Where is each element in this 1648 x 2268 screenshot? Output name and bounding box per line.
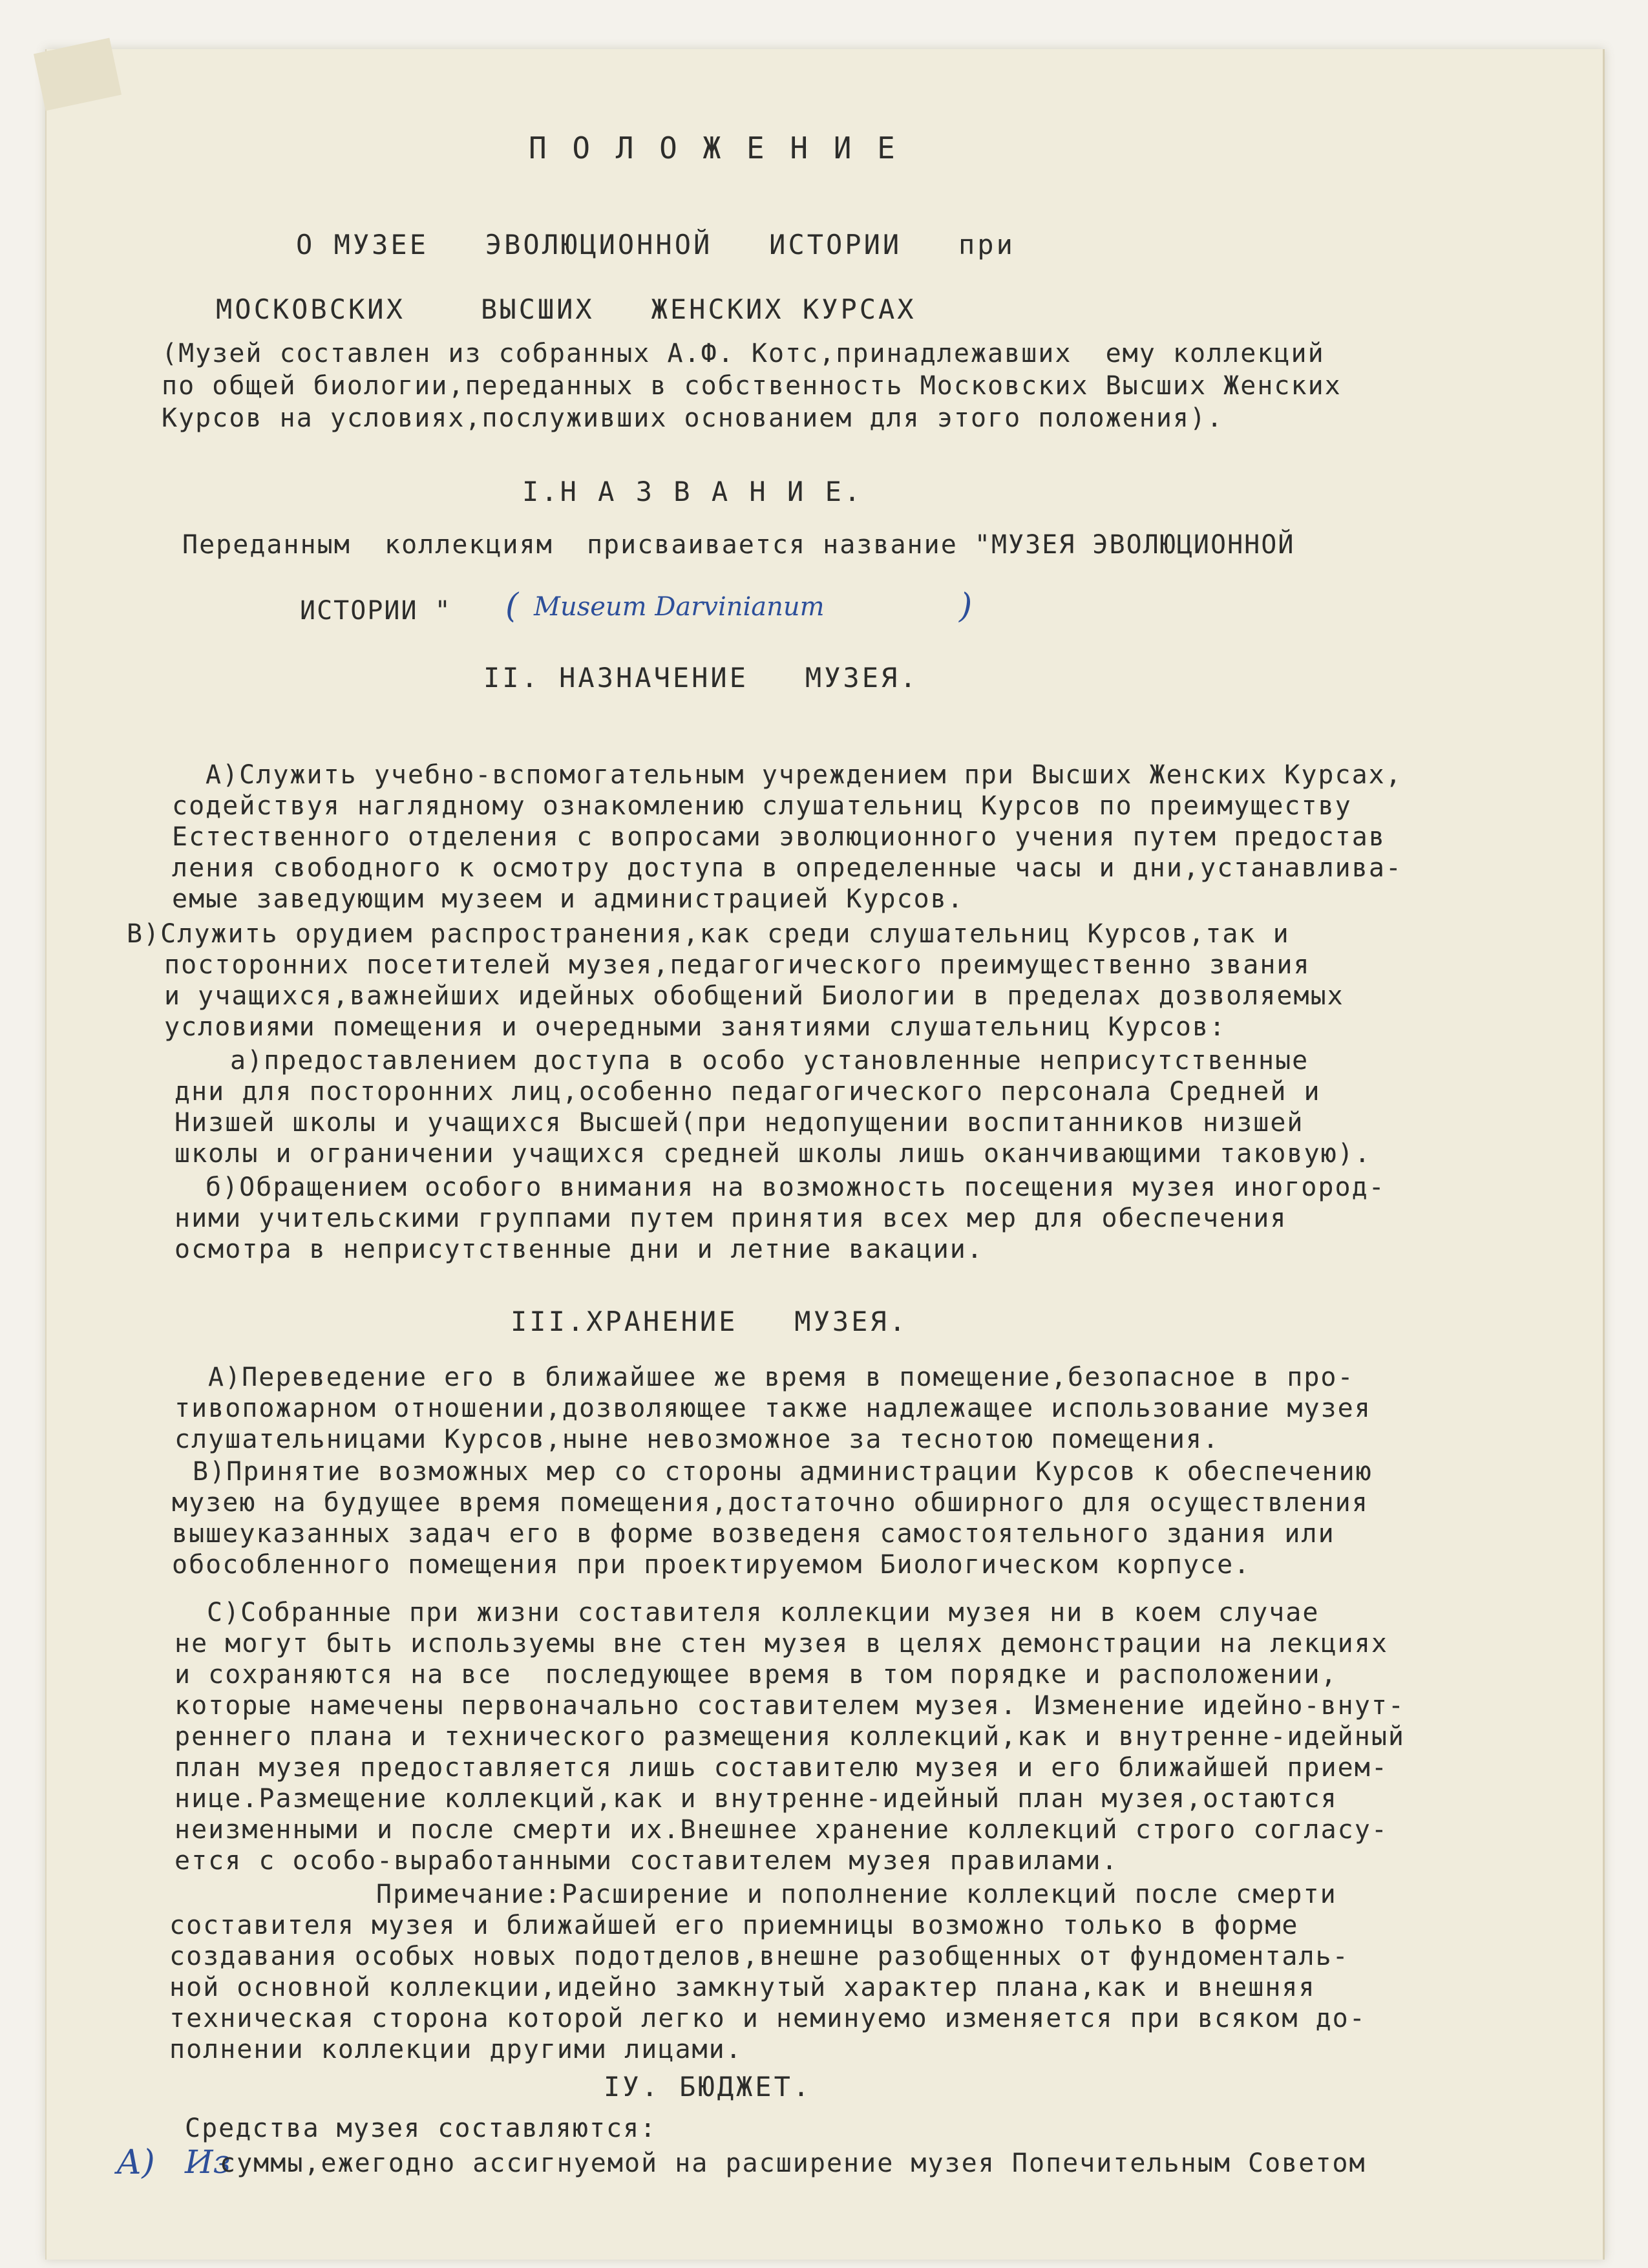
section-3-line: которые намечены первоначально составителем музея. Изменение идейно-внут- [174, 1691, 1405, 1721]
section-2-line: условиями помещения и очередными занятиями слушательниц Курсов: [164, 1012, 1227, 1042]
section-3-line: Примечание:Расширение и пополнение коллекций после смерти [376, 1880, 1337, 1909]
section-3-line: составителя музея и ближайшей его приемницы возможно только в форме [169, 1911, 1299, 1940]
section-3-line: слушательницами Курсов,ныне невозможное за теснотою помещения. [174, 1425, 1220, 1454]
section-2-line: и учащихся,важнейших идейных обобщений Биологии в пределах дозволяемых [164, 981, 1344, 1011]
section-3-line: А)Переведение его в ближайшее же время в помещение,безопасное в про- [208, 1362, 1355, 1392]
section-3-heading: III.ХРАНЕНИЕ МУЗЕЯ. [511, 1306, 909, 1337]
section-3-line: С)Собранные при жизни составителя коллекции музея ни в коем случае [207, 1598, 1320, 1627]
section-3-line: не могут быть используемы вне стен музея в целях демонстрации на лекциях [174, 1629, 1388, 1659]
section-2-line: посторонних посетителей музея,педагогического преимущественно звания [164, 950, 1311, 980]
section-3-line: создавания особых новых подотделов,внешне разобщенных от фундоменталь- [169, 1942, 1349, 1971]
document-subtitle-2: МОСКОВСКИХ ВЫСШИХ ЖЕНСКИХ КУРСАХ [216, 293, 916, 325]
section-2-line: содействуя наглядному ознакомлению слушательниц Курсов по преимуществу [172, 791, 1352, 821]
section-2-line: ними учительскими группами путем принятия всех мер для обеспечения [174, 1203, 1287, 1233]
section-3-line: тивопожарном отношении,дозволяющее также надлежащее использование музея [174, 1394, 1371, 1423]
section-3-line: реннего плана и технического размещения коллекций,как и внутренне-идейный [174, 1722, 1405, 1752]
handwritten-museum-name: Museum Darvinianum [534, 592, 825, 622]
section-2-line: В)Служить орудием распространения,как среди слушательниц Курсов,так и [127, 919, 1290, 949]
section-1-line: ИСТОРИИ " [300, 596, 452, 626]
section-2-heading: II. НАЗНАЧЕНИЕ МУЗЕЯ. [483, 662, 919, 694]
document-title: П О Л О Ж Е Н И Е [529, 131, 899, 165]
section-2-line: б)Обращением особого внимания на возможность посещения музея иногород- [206, 1172, 1386, 1202]
section-3-line: ной основной коллекции,идейно замкнутый характер плана,как и внешняя [169, 1973, 1316, 2002]
handwritten-letter-a: А) [116, 2143, 155, 2182]
section-3-line: обособленного помещения при проектируемом Биологическом корпусе. [172, 1550, 1251, 1580]
preamble-line: по общей биологии,переданных в собственность Московских Высших Женских [162, 371, 1342, 401]
preamble-line: Курсов на условиях,послуживших основанием для этого положения). [162, 403, 1224, 433]
section-2-line: А)Служить учебно-вспомогательным учреждением при Высших Женских Курсах, [206, 760, 1402, 790]
section-2-line: а)предоставлением доступа в особо установленные неприсутственные [230, 1046, 1309, 1076]
section-4-heading: IУ. БЮДЖЕТ. [604, 2071, 812, 2103]
section-3-line: В)Принятие возможных мер со стороны администрации Курсов к обеспечению [193, 1457, 1373, 1487]
section-1-heading: I.Н А З В А Н И Е. [522, 476, 863, 507]
section-2-line: Естественного отделения с вопросами эволюционного учения путем предостав [172, 822, 1386, 852]
section-2-line: осмотра в неприсутственные дни и летние вакации. [174, 1235, 984, 1264]
section-3-line: полнении коллекции другими лицами. [169, 2035, 743, 2064]
handwritten-word-iz: Из [185, 2143, 231, 2181]
section-3-line: вышеуказанных задач его в форме возведеня самостоятельного здания или [172, 1519, 1335, 1549]
section-2-line: школы и ограничении учащихся средней школы лишь оканчивающими таковую). [174, 1139, 1371, 1169]
section-3-line: неизменными и после смерти их.Внешнее хранение коллекций строго согласу- [174, 1815, 1388, 1845]
section-2-line: Низшей школы и учащихся Высшей(при недопущении воспитанников низшей [174, 1108, 1304, 1138]
section-3-line: и сохраняются на все последующее время в том порядке и расположении, [174, 1660, 1338, 1690]
section-1-line: Переданным коллекциям присваивается название "МУЗЕЯ ЭВОЛЮЦИОННОЙ [182, 530, 1295, 560]
handwritten-open-paren: ( [505, 587, 519, 626]
section-2-line: емые заведующим музеем и администрацией Курсов. [172, 884, 964, 914]
section-3-line: техническая сторона которой легко и неминуемо изменяется при всяком до- [169, 2004, 1366, 2033]
preamble-line: (Музей составлен из собранных А.Ф. Котс,принадлежавших ему коллекций [162, 339, 1325, 368]
section-4-line: суммы,ежегодно ассигнуемой на расширение музея Попечительным Советом [220, 2148, 1366, 2178]
section-3-line: план музея предоставляется лишь составителю музея и его ближайшей прием- [174, 1753, 1388, 1783]
section-2-line: ления свободного к осмотру доступа в определенные часы и дни,устанавлива- [172, 853, 1402, 883]
section-3-line: ется с особо-выработанными составителем музея правилами. [174, 1846, 1119, 1876]
section-4-line: Средства музея составляются: [185, 2114, 657, 2143]
document-subtitle-1: О МУЗЕЕ ЭВОЛЮЦИОННОЙ ИСТОРИИ при [296, 229, 1015, 260]
section-3-line: нице.Размещение коллекций,как и внутренне-идейный план музея,остаются [174, 1784, 1338, 1814]
section-2-line: дни для посторонних лиц,особенно педагогического персонала Средней и [174, 1077, 1321, 1107]
handwritten-close-paren: ) [959, 587, 973, 626]
section-3-line: музею на будущее время помещения,достаточно обширного для осуществления [172, 1488, 1369, 1518]
